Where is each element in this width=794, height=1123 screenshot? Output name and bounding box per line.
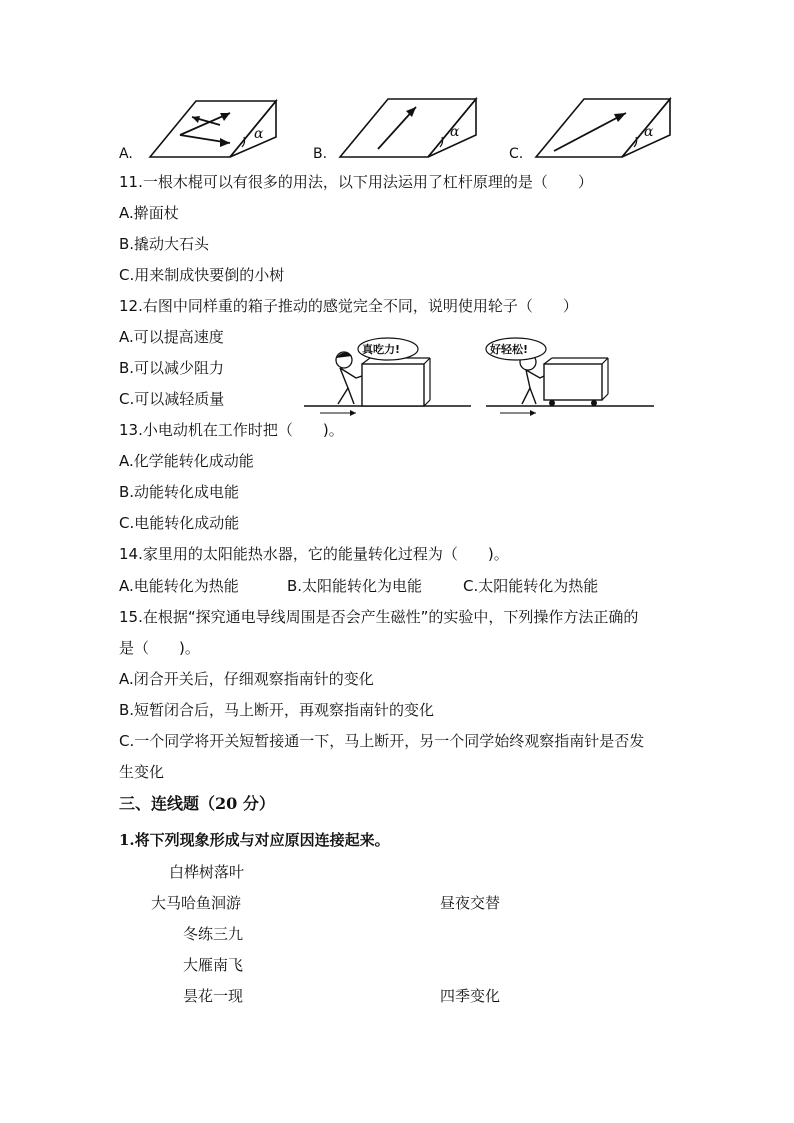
angle-alpha-b: α bbox=[450, 124, 460, 140]
question-11-option-b: B.撬动大石头 bbox=[119, 235, 210, 253]
question-15-option-c-line1: C.一个同学将开关短暂接通一下，马上断开，另一个同学始终观察指南针是否发 bbox=[119, 732, 645, 750]
question-14-option-a: A.电能转化为热能 bbox=[119, 577, 239, 595]
pushing-boxes-illustration bbox=[296, 336, 661, 416]
question-11-option-c: C.用来制成快要倒的小树 bbox=[119, 266, 285, 284]
left-item-3[interactable]: 冬练三九 bbox=[183, 925, 244, 943]
question-15-option-a: A.闭合开关后，仔细观察指南针的变化 bbox=[119, 670, 374, 688]
section-3-heading: 三、连线题（20 分） bbox=[119, 794, 275, 813]
question-12-stem: 12.右图中同样重的箱子推动的感觉完全不同，说明使用轮子（ ） bbox=[119, 297, 578, 315]
question-13-option-c: C.电能转化成动能 bbox=[119, 514, 240, 532]
question-13-option-b: B.动能转化成电能 bbox=[119, 483, 240, 501]
left-item-4[interactable]: 大雁南飞 bbox=[183, 956, 244, 974]
pushing-boxes-drawing bbox=[296, 336, 661, 416]
right-item-1[interactable]: 昼夜交替 bbox=[440, 894, 501, 912]
angle-alpha-a: α bbox=[254, 126, 264, 142]
question-15-option-b: B.短暂闭合后，马上断开，再观察指南针的变化 bbox=[119, 701, 435, 719]
speech-bubble-right: 好轻松! bbox=[490, 343, 529, 356]
inclined-plane-b bbox=[312, 95, 492, 163]
question-15-stem-line1: 15.在根据“探究通电导线周围是否会产生磁性”的实验中，下列操作方法正确的 bbox=[119, 608, 639, 626]
question-12-option-c: C.可以减轻质量 bbox=[119, 390, 225, 408]
option-label-b: B. bbox=[313, 146, 328, 162]
section-3-question-1: 1.将下列现象形成与对应原因连接起来。 bbox=[119, 831, 390, 849]
question-11-option-a: A.擀面杖 bbox=[119, 204, 179, 222]
question-14-option-c: C.太阳能转化为热能 bbox=[463, 577, 599, 595]
speech-bubble-left: 真吃力! bbox=[362, 343, 401, 356]
question-15-option-c-line2: 生变化 bbox=[119, 763, 165, 781]
left-item-2[interactable]: 大马哈鱼洄游 bbox=[151, 894, 242, 912]
question-12-option-a: A.可以提高速度 bbox=[119, 328, 224, 346]
question-13-stem: 13.小电动机在工作时把（ )。 bbox=[119, 421, 344, 439]
question-11-stem: 11.一根木棍可以有很多的用法，以下用法运用了杠杆原理的是（ ） bbox=[119, 173, 593, 191]
question-14-stem: 14.家里用的太阳能热水器，它的能量转化过程为（ )。 bbox=[119, 545, 509, 563]
q10-figure-b bbox=[312, 95, 492, 163]
question-12-option-b: B.可以减少阻力 bbox=[119, 359, 225, 377]
inclined-plane-c bbox=[508, 95, 688, 163]
q10-figure-a bbox=[118, 95, 288, 163]
question-13-option-a: A.化学能转化成动能 bbox=[119, 452, 254, 470]
option-label-a: A. bbox=[119, 146, 133, 162]
q10-figure-c bbox=[508, 95, 688, 163]
left-item-1[interactable]: 白桦树落叶 bbox=[169, 863, 245, 881]
right-item-2[interactable]: 四季变化 bbox=[440, 987, 501, 1005]
option-label-c: C. bbox=[509, 146, 524, 162]
left-item-5[interactable]: 昙花一现 bbox=[183, 987, 244, 1005]
question-14-option-b: B.太阳能转化为电能 bbox=[287, 577, 423, 595]
question-15-stem-line2: 是（ )。 bbox=[119, 639, 200, 657]
angle-alpha-c: α bbox=[644, 124, 654, 140]
